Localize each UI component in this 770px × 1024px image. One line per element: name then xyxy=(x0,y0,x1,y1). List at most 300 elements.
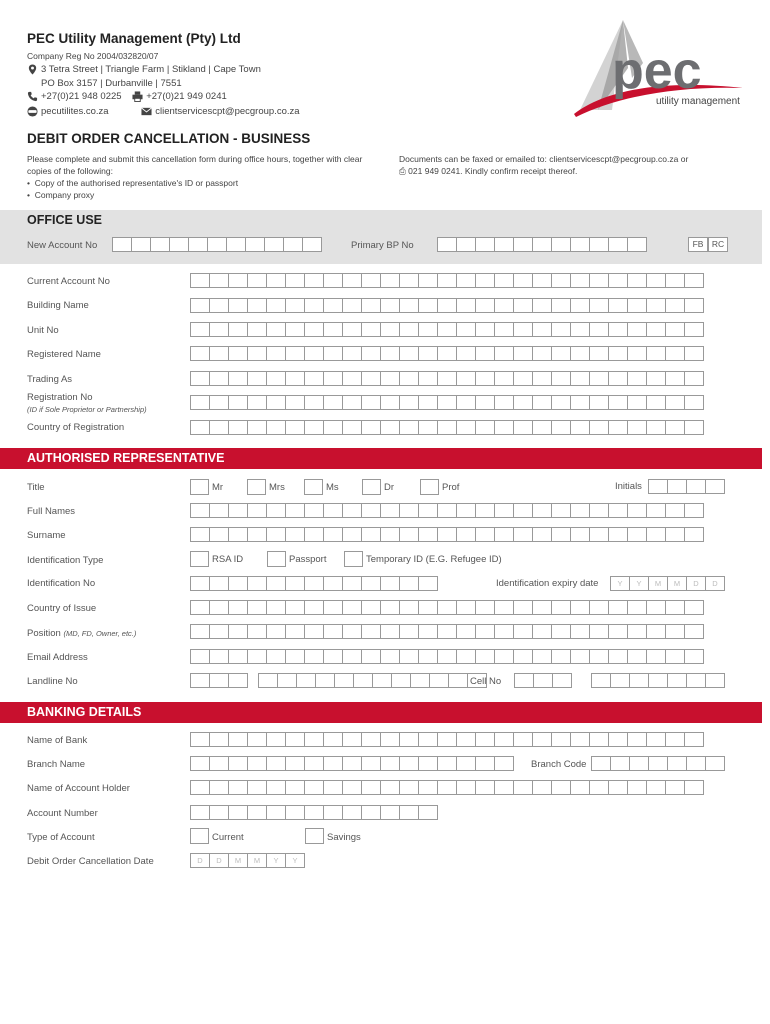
input-cell[interactable] xyxy=(608,322,628,337)
rsa-id-checkbox[interactable] xyxy=(190,551,209,567)
fb-checkbox[interactable]: FB xyxy=(688,237,708,252)
input-cell[interactable] xyxy=(437,395,457,410)
input-cell[interactable] xyxy=(380,503,400,518)
input-cell[interactable] xyxy=(475,503,495,518)
input-cell[interactable] xyxy=(494,780,514,795)
input-cell[interactable] xyxy=(190,756,210,771)
input-cell[interactable] xyxy=(399,576,419,591)
input-cell[interactable] xyxy=(627,732,647,747)
input-cell[interactable] xyxy=(264,237,284,252)
landline-no-field[interactable] xyxy=(258,673,486,688)
input-cell[interactable] xyxy=(456,503,476,518)
input-cell[interactable] xyxy=(646,273,666,288)
input-cell[interactable] xyxy=(684,371,704,386)
input-cell[interactable]: D xyxy=(705,576,725,591)
input-cell[interactable] xyxy=(532,624,552,639)
input-cell[interactable] xyxy=(437,624,457,639)
input-cell[interactable] xyxy=(418,346,438,361)
input-cell[interactable]: Y xyxy=(629,576,649,591)
input-cell[interactable]: Y xyxy=(285,853,305,868)
input-cell[interactable] xyxy=(380,624,400,639)
input-cell[interactable] xyxy=(190,780,210,795)
input-cell[interactable] xyxy=(589,600,609,615)
input-cell[interactable] xyxy=(475,527,495,542)
input-cell[interactable] xyxy=(285,322,305,337)
input-cell[interactable] xyxy=(627,600,647,615)
cancellation-date-field[interactable] xyxy=(190,853,304,868)
input-cell[interactable] xyxy=(437,732,457,747)
input-cell[interactable] xyxy=(190,732,210,747)
input-cell[interactable] xyxy=(627,527,647,542)
input-cell[interactable] xyxy=(646,649,666,664)
input-cell[interactable] xyxy=(667,479,687,494)
input-cell[interactable] xyxy=(629,673,649,688)
input-cell[interactable] xyxy=(342,273,362,288)
input-cell[interactable] xyxy=(646,420,666,435)
input-cell[interactable] xyxy=(665,420,685,435)
input-cell[interactable] xyxy=(361,649,381,664)
input-cell[interactable] xyxy=(209,732,229,747)
landline-code-field[interactable] xyxy=(190,673,247,688)
input-cell[interactable] xyxy=(437,503,457,518)
input-cell[interactable] xyxy=(665,322,685,337)
input-cell[interactable] xyxy=(361,576,381,591)
input-cell[interactable] xyxy=(589,503,609,518)
input-cell[interactable] xyxy=(494,732,514,747)
input-cell[interactable] xyxy=(304,298,324,313)
input-cell[interactable] xyxy=(418,322,438,337)
input-cell[interactable] xyxy=(437,322,457,337)
input-cell[interactable] xyxy=(665,395,685,410)
input-cell[interactable] xyxy=(285,576,305,591)
input-cell[interactable] xyxy=(627,624,647,639)
input-cell[interactable] xyxy=(410,673,430,688)
input-cell[interactable] xyxy=(209,527,229,542)
input-cell[interactable] xyxy=(190,322,210,337)
input-cell[interactable] xyxy=(342,649,362,664)
input-cell[interactable] xyxy=(648,479,668,494)
input-cell[interactable] xyxy=(418,576,438,591)
input-cell[interactable] xyxy=(285,420,305,435)
input-cell[interactable] xyxy=(437,273,457,288)
passport-checkbox[interactable] xyxy=(267,551,286,567)
input-cell[interactable] xyxy=(258,673,278,688)
title-ms-checkbox[interactable] xyxy=(304,479,323,495)
input-cell[interactable] xyxy=(228,624,248,639)
input-cell[interactable] xyxy=(247,756,267,771)
input-cell[interactable] xyxy=(551,237,571,252)
input-cell[interactable] xyxy=(551,273,571,288)
input-cell[interactable] xyxy=(304,503,324,518)
input-cell[interactable] xyxy=(209,576,229,591)
input-cell[interactable] xyxy=(513,649,533,664)
input-cell[interactable] xyxy=(228,503,248,518)
savings-account-checkbox[interactable] xyxy=(305,828,324,844)
input-cell[interactable]: D xyxy=(686,576,706,591)
input-cell[interactable] xyxy=(228,346,248,361)
input-cell[interactable] xyxy=(391,673,411,688)
input-cell[interactable] xyxy=(342,624,362,639)
input-cell[interactable] xyxy=(684,322,704,337)
input-cell[interactable] xyxy=(608,371,628,386)
input-cell[interactable] xyxy=(513,624,533,639)
input-cell[interactable] xyxy=(247,420,267,435)
input-cell[interactable] xyxy=(475,395,495,410)
input-cell[interactable] xyxy=(475,624,495,639)
input-cell[interactable] xyxy=(266,756,286,771)
input-cell[interactable] xyxy=(627,273,647,288)
input-cell[interactable] xyxy=(513,237,533,252)
input-cell[interactable] xyxy=(247,624,267,639)
input-cell[interactable] xyxy=(323,371,343,386)
input-cell[interactable] xyxy=(190,673,210,688)
input-cell[interactable] xyxy=(380,649,400,664)
input-cell[interactable] xyxy=(266,780,286,795)
input-cell[interactable] xyxy=(247,576,267,591)
input-cell[interactable] xyxy=(266,346,286,361)
input-cell[interactable] xyxy=(399,371,419,386)
input-cell[interactable] xyxy=(608,298,628,313)
full-names-field[interactable] xyxy=(190,503,703,518)
input-cell[interactable] xyxy=(532,649,552,664)
input-cell[interactable] xyxy=(380,322,400,337)
input-cell[interactable] xyxy=(513,780,533,795)
input-cell[interactable] xyxy=(475,237,495,252)
input-cell[interactable] xyxy=(228,420,248,435)
input-cell[interactable] xyxy=(228,600,248,615)
input-cell[interactable] xyxy=(209,273,229,288)
input-cell[interactable] xyxy=(304,395,324,410)
input-cell[interactable] xyxy=(399,624,419,639)
input-cell[interactable] xyxy=(285,756,305,771)
input-cell[interactable] xyxy=(437,298,457,313)
input-cell[interactable] xyxy=(361,732,381,747)
input-cell[interactable] xyxy=(285,600,305,615)
input-cell[interactable] xyxy=(190,420,210,435)
input-cell[interactable] xyxy=(665,527,685,542)
input-cell[interactable] xyxy=(228,805,248,820)
input-cell[interactable] xyxy=(513,346,533,361)
input-cell[interactable] xyxy=(684,624,704,639)
input-cell[interactable] xyxy=(570,649,590,664)
account-holder-field[interactable] xyxy=(190,780,703,795)
input-cell[interactable] xyxy=(285,346,305,361)
input-cell[interactable] xyxy=(209,503,229,518)
input-cell[interactable] xyxy=(551,600,571,615)
input-cell[interactable] xyxy=(456,395,476,410)
input-cell[interactable] xyxy=(551,395,571,410)
input-cell[interactable] xyxy=(684,649,704,664)
input-cell[interactable] xyxy=(570,420,590,435)
account-number-field[interactable] xyxy=(190,805,437,820)
input-cell[interactable] xyxy=(228,649,248,664)
input-cell[interactable] xyxy=(380,576,400,591)
input-cell[interactable] xyxy=(418,756,438,771)
input-cell[interactable] xyxy=(247,395,267,410)
input-cell[interactable] xyxy=(551,732,571,747)
input-cell[interactable] xyxy=(456,273,476,288)
input-cell[interactable] xyxy=(399,649,419,664)
input-cell[interactable] xyxy=(532,527,552,542)
input-cell[interactable] xyxy=(283,237,303,252)
input-cell[interactable] xyxy=(667,756,687,771)
input-cell[interactable] xyxy=(266,600,286,615)
input-cell[interactable] xyxy=(646,732,666,747)
input-cell[interactable] xyxy=(399,346,419,361)
input-cell[interactable] xyxy=(665,624,685,639)
input-cell[interactable] xyxy=(190,346,210,361)
input-cell[interactable] xyxy=(475,273,495,288)
input-cell[interactable] xyxy=(380,805,400,820)
position-field[interactable] xyxy=(190,624,703,639)
input-cell[interactable] xyxy=(494,503,514,518)
input-cell[interactable] xyxy=(190,395,210,410)
input-cell[interactable] xyxy=(475,649,495,664)
input-cell[interactable] xyxy=(361,600,381,615)
input-cell[interactable] xyxy=(532,322,552,337)
input-cell[interactable] xyxy=(648,756,668,771)
input-cell[interactable] xyxy=(399,527,419,542)
title-prof-checkbox[interactable] xyxy=(420,479,439,495)
input-cell[interactable] xyxy=(228,756,248,771)
input-cell[interactable] xyxy=(513,322,533,337)
input-cell[interactable] xyxy=(380,395,400,410)
input-cell[interactable] xyxy=(494,298,514,313)
input-cell[interactable] xyxy=(247,298,267,313)
input-cell[interactable] xyxy=(513,600,533,615)
input-cell[interactable] xyxy=(361,395,381,410)
input-cell[interactable] xyxy=(304,624,324,639)
input-cell[interactable] xyxy=(209,395,229,410)
input-cell[interactable] xyxy=(247,371,267,386)
input-cell[interactable] xyxy=(209,346,229,361)
input-cell[interactable] xyxy=(646,527,666,542)
input-cell[interactable] xyxy=(209,649,229,664)
input-cell[interactable] xyxy=(589,732,609,747)
input-cell[interactable] xyxy=(380,298,400,313)
input-cell[interactable] xyxy=(608,237,628,252)
input-cell[interactable] xyxy=(418,732,438,747)
input-cell[interactable] xyxy=(513,420,533,435)
input-cell[interactable] xyxy=(399,503,419,518)
input-cell[interactable] xyxy=(589,371,609,386)
input-cell[interactable] xyxy=(399,600,419,615)
input-cell[interactable] xyxy=(399,756,419,771)
input-cell[interactable] xyxy=(627,395,647,410)
input-cell[interactable] xyxy=(247,649,267,664)
input-cell[interactable] xyxy=(418,420,438,435)
input-cell[interactable] xyxy=(266,649,286,664)
input-cell[interactable] xyxy=(627,780,647,795)
input-cell[interactable] xyxy=(608,780,628,795)
input-cell[interactable] xyxy=(285,298,305,313)
input-cell[interactable] xyxy=(323,576,343,591)
input-cell[interactable] xyxy=(589,395,609,410)
input-cell[interactable] xyxy=(456,527,476,542)
trading-as-field[interactable] xyxy=(190,371,703,386)
temporary-id-checkbox[interactable] xyxy=(344,551,363,567)
input-cell[interactable] xyxy=(705,756,725,771)
input-cell[interactable] xyxy=(532,298,552,313)
input-cell[interactable] xyxy=(342,805,362,820)
input-cell[interactable] xyxy=(323,273,343,288)
input-cell[interactable] xyxy=(665,600,685,615)
input-cell[interactable] xyxy=(266,503,286,518)
input-cell[interactable] xyxy=(418,805,438,820)
input-cell[interactable] xyxy=(665,298,685,313)
input-cell[interactable] xyxy=(188,237,208,252)
input-cell[interactable] xyxy=(513,503,533,518)
input-cell[interactable] xyxy=(589,780,609,795)
input-cell[interactable] xyxy=(304,322,324,337)
input-cell[interactable] xyxy=(361,371,381,386)
input-cell[interactable] xyxy=(342,395,362,410)
input-cell[interactable] xyxy=(646,395,666,410)
input-cell[interactable] xyxy=(589,273,609,288)
surname-field[interactable] xyxy=(190,527,703,542)
input-cell[interactable] xyxy=(429,673,449,688)
input-cell[interactable] xyxy=(228,371,248,386)
input-cell[interactable] xyxy=(551,298,571,313)
input-cell[interactable] xyxy=(705,673,725,688)
input-cell[interactable] xyxy=(228,780,248,795)
input-cell[interactable] xyxy=(361,756,381,771)
input-cell[interactable] xyxy=(475,756,495,771)
input-cell[interactable] xyxy=(304,576,324,591)
input-cell[interactable] xyxy=(304,732,324,747)
input-cell[interactable] xyxy=(150,237,170,252)
input-cell[interactable] xyxy=(551,420,571,435)
input-cell[interactable] xyxy=(418,371,438,386)
input-cell[interactable] xyxy=(228,673,248,688)
input-cell[interactable] xyxy=(513,395,533,410)
input-cell[interactable] xyxy=(418,600,438,615)
input-cell[interactable] xyxy=(570,780,590,795)
input-cell[interactable] xyxy=(570,600,590,615)
input-cell[interactable] xyxy=(323,346,343,361)
input-cell[interactable] xyxy=(648,673,668,688)
input-cell[interactable] xyxy=(285,649,305,664)
input-cell[interactable] xyxy=(570,237,590,252)
input-cell[interactable] xyxy=(247,780,267,795)
input-cell[interactable] xyxy=(570,624,590,639)
input-cell[interactable] xyxy=(304,805,324,820)
input-cell[interactable] xyxy=(399,395,419,410)
input-cell[interactable] xyxy=(551,649,571,664)
input-cell[interactable] xyxy=(285,371,305,386)
input-cell[interactable] xyxy=(665,503,685,518)
input-cell[interactable] xyxy=(665,780,685,795)
input-cell[interactable] xyxy=(627,346,647,361)
input-cell[interactable] xyxy=(570,346,590,361)
input-cell[interactable] xyxy=(190,576,210,591)
input-cell[interactable]: Y xyxy=(266,853,286,868)
input-cell[interactable] xyxy=(334,673,354,688)
input-cell[interactable] xyxy=(589,298,609,313)
input-cell[interactable] xyxy=(266,322,286,337)
input-cell[interactable] xyxy=(532,600,552,615)
input-cell[interactable] xyxy=(209,805,229,820)
input-cell[interactable] xyxy=(494,237,514,252)
building-name-field[interactable] xyxy=(190,298,703,313)
input-cell[interactable] xyxy=(513,273,533,288)
country-issue-field[interactable] xyxy=(190,600,703,615)
input-cell[interactable] xyxy=(285,805,305,820)
input-cell[interactable] xyxy=(532,237,552,252)
input-cell[interactable] xyxy=(209,756,229,771)
title-mrs-checkbox[interactable] xyxy=(247,479,266,495)
input-cell[interactable] xyxy=(228,732,248,747)
input-cell[interactable] xyxy=(494,420,514,435)
input-cell[interactable] xyxy=(228,273,248,288)
input-cell[interactable] xyxy=(532,780,552,795)
input-cell[interactable] xyxy=(190,527,210,542)
input-cell[interactable] xyxy=(686,756,706,771)
input-cell[interactable] xyxy=(209,298,229,313)
input-cell[interactable] xyxy=(304,527,324,542)
input-cell[interactable] xyxy=(285,503,305,518)
input-cell[interactable] xyxy=(686,479,706,494)
input-cell[interactable] xyxy=(266,805,286,820)
input-cell[interactable] xyxy=(285,732,305,747)
input-cell[interactable] xyxy=(627,322,647,337)
input-cell[interactable] xyxy=(228,395,248,410)
input-cell[interactable] xyxy=(570,732,590,747)
input-cell[interactable] xyxy=(437,527,457,542)
input-cell[interactable] xyxy=(608,273,628,288)
input-cell[interactable]: M xyxy=(648,576,668,591)
input-cell[interactable] xyxy=(551,346,571,361)
rc-checkbox[interactable]: RC xyxy=(708,237,728,252)
input-cell[interactable] xyxy=(608,420,628,435)
input-cell[interactable] xyxy=(112,237,132,252)
input-cell[interactable] xyxy=(627,649,647,664)
input-cell[interactable] xyxy=(342,420,362,435)
input-cell[interactable] xyxy=(207,237,227,252)
input-cell[interactable] xyxy=(342,503,362,518)
input-cell[interactable] xyxy=(629,756,649,771)
input-cell[interactable] xyxy=(494,273,514,288)
input-cell[interactable] xyxy=(608,346,628,361)
input-cell[interactable] xyxy=(513,371,533,386)
input-cell[interactable] xyxy=(570,371,590,386)
input-cell[interactable] xyxy=(190,298,210,313)
input-cell[interactable] xyxy=(646,298,666,313)
input-cell[interactable] xyxy=(323,298,343,313)
input-cell[interactable] xyxy=(266,527,286,542)
input-cell[interactable] xyxy=(494,649,514,664)
input-cell[interactable] xyxy=(494,346,514,361)
input-cell[interactable] xyxy=(361,527,381,542)
input-cell[interactable] xyxy=(513,732,533,747)
input-cell[interactable] xyxy=(456,649,476,664)
input-cell[interactable] xyxy=(437,756,457,771)
input-cell[interactable] xyxy=(361,624,381,639)
input-cell[interactable] xyxy=(380,527,400,542)
input-cell[interactable] xyxy=(361,805,381,820)
input-cell[interactable] xyxy=(342,780,362,795)
input-cell[interactable] xyxy=(342,600,362,615)
input-cell[interactable] xyxy=(304,780,324,795)
input-cell[interactable] xyxy=(342,732,362,747)
branch-code-field[interactable] xyxy=(591,756,724,771)
input-cell[interactable] xyxy=(589,322,609,337)
input-cell[interactable] xyxy=(532,420,552,435)
input-cell[interactable] xyxy=(247,600,267,615)
input-cell[interactable] xyxy=(514,673,534,688)
input-cell[interactable] xyxy=(399,420,419,435)
input-cell[interactable] xyxy=(551,322,571,337)
